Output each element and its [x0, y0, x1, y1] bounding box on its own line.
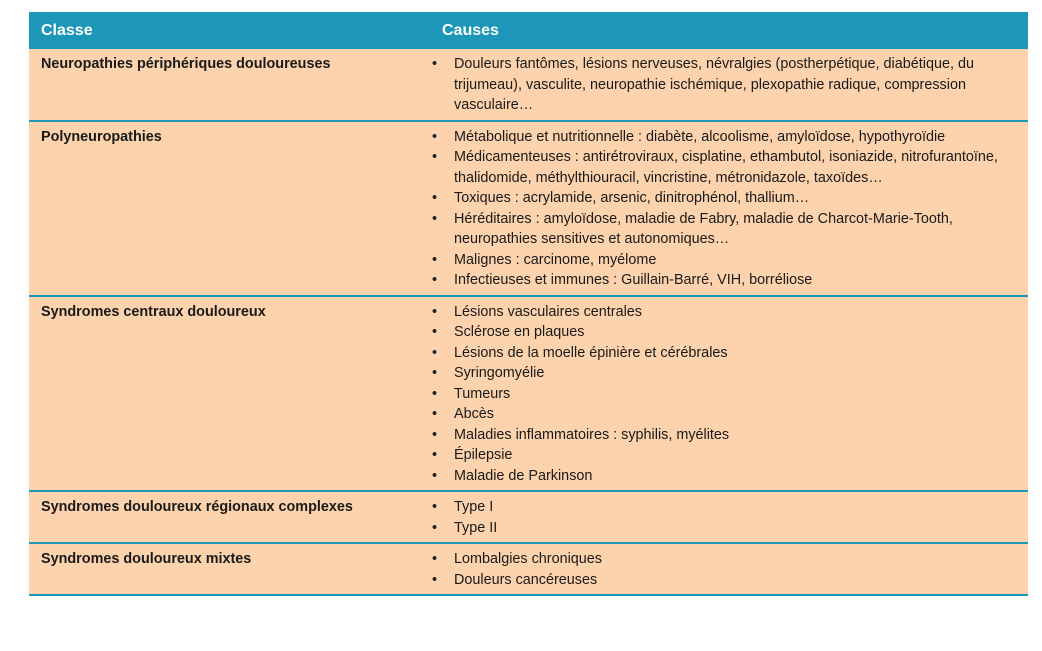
bullet-icon: •: [432, 385, 438, 402]
list-item: [430, 209, 1020, 250]
list-item: [430, 343, 1020, 364]
header-causes: Causes: [430, 12, 1028, 49]
list-item: [430, 518, 1020, 539]
bullet-icon: •: [432, 344, 438, 361]
list-item: [430, 570, 1020, 591]
row-classe: Neuropathies périphériques douloureuses: [41, 56, 331, 72]
bullet-icon: •: [432, 272, 438, 288]
classification-table: [29, 12, 1028, 596]
bullet-icon: •: [432, 251, 438, 268]
causes-list: [430, 549, 1020, 590]
causes-list: [430, 497, 1020, 538]
cause-text: Tumeurs: [454, 385, 511, 402]
row-classe: Syndromes douloureux mixtes: [41, 551, 252, 567]
cause-text: Maladie de Parkinson: [454, 467, 593, 484]
list-item: [430, 322, 1020, 343]
cause-text: Lésions vasculaires centrales: [454, 303, 642, 320]
cause-text: Héréditaires : amyloïdose, maladie de Fabry, maladie de Charcot-Marie-Tooth, neuropathies sensitives et autonomiques…: [454, 210, 953, 247]
causes-list: [430, 302, 1020, 487]
list-item: [430, 270, 1020, 291]
table-row: [29, 49, 1028, 121]
row-causes: [430, 543, 1028, 595]
row-causes: [430, 121, 1028, 296]
bullet-icon: •: [432, 519, 438, 536]
list-item: [430, 363, 1020, 384]
row-causes: [430, 49, 1028, 121]
table-body: [29, 49, 1028, 595]
bullet-icon: •: [432, 571, 438, 588]
cause-text: Sclérose en plaques: [454, 324, 585, 340]
list-item: [430, 188, 1020, 209]
list-item: [430, 250, 1020, 271]
list-item: [430, 302, 1020, 323]
bullet-icon: •: [432, 128, 438, 145]
row-causes: [430, 491, 1028, 543]
cause-text: Infectieuses et immunes : Guillain-Barré, VIH, borréliose: [454, 272, 813, 288]
bullet-icon: •: [432, 406, 438, 422]
cause-text: Malignes : carcinome, myélome: [454, 251, 657, 268]
cause-text: Maladies inflammatoires : syphilis, myélites: [454, 426, 730, 443]
list-item: [430, 466, 1020, 487]
cause-text: Douleurs fantômes, lésions nerveuses, névralgies (postherpétique, diabétique, du trijumeau), vasculite, neuropathie ischémique, plexopathie radique, compression vasculaire…: [454, 56, 974, 113]
bullet-icon: •: [432, 190, 438, 206]
cause-text: Toxiques : acrylamide, arsenic, dinitrophénol, thallium…: [454, 190, 810, 206]
cause-text: Abcès: [454, 406, 494, 422]
list-item: [430, 54, 1020, 116]
list-item: [430, 404, 1020, 425]
bullet-icon: •: [432, 149, 438, 165]
row-causes: [430, 296, 1028, 492]
bullet-icon: •: [432, 56, 438, 72]
table-header-row: [29, 12, 1028, 49]
cause-text: Type II: [454, 519, 498, 536]
bullet-icon: •: [432, 467, 438, 484]
list-item: [430, 497, 1020, 518]
row-classe: Polyneuropathies: [41, 128, 162, 145]
list-item: [430, 147, 1020, 188]
bullet-icon: •: [432, 551, 438, 567]
bullet-icon: •: [432, 324, 438, 340]
list-item: [430, 127, 1020, 148]
table-row: [29, 121, 1028, 296]
bullet-icon: •: [432, 365, 438, 381]
cause-text: Médicamenteuses : antirétroviraux, cisplatine, ethambutol, isoniazide, nitrofurantoïne, thalidomide, méthylthiouracil, vincristine, métronidazole, taxoïdes…: [454, 149, 998, 186]
bullet-icon: •: [432, 499, 438, 515]
list-item: [430, 425, 1020, 446]
causes-list: [430, 127, 1020, 291]
bullet-icon: •: [432, 303, 438, 320]
cause-text: Métabolique et nutritionnelle : diabète, alcoolisme, amyloïdose, hypothyroïdie: [454, 128, 946, 145]
row-classe: Syndromes centraux douloureux: [41, 303, 266, 320]
cause-text: Douleurs cancéreuses: [454, 571, 598, 588]
table-row: [29, 296, 1028, 492]
header-classe: Classe: [29, 12, 430, 49]
list-item: [430, 384, 1020, 405]
row-classe: Syndromes douloureux régionaux complexes: [41, 499, 353, 515]
table-row: [29, 491, 1028, 543]
bullet-icon: •: [432, 426, 438, 443]
causes-list: [430, 54, 1020, 116]
list-item: [430, 549, 1020, 570]
cause-text: Type I: [454, 499, 494, 515]
list-item: [430, 445, 1020, 466]
classification-table-container: [29, 12, 1028, 596]
bullet-icon: •: [432, 210, 438, 227]
cause-text: Lombalgies chroniques: [454, 551, 602, 567]
cause-text: Syringomyélie: [454, 365, 545, 381]
bullet-icon: •: [432, 447, 438, 463]
cause-text: Lésions de la moelle épinière et cérébrales: [454, 344, 728, 361]
table-row: [29, 543, 1028, 595]
cause-text: Épilepsie: [454, 447, 513, 463]
